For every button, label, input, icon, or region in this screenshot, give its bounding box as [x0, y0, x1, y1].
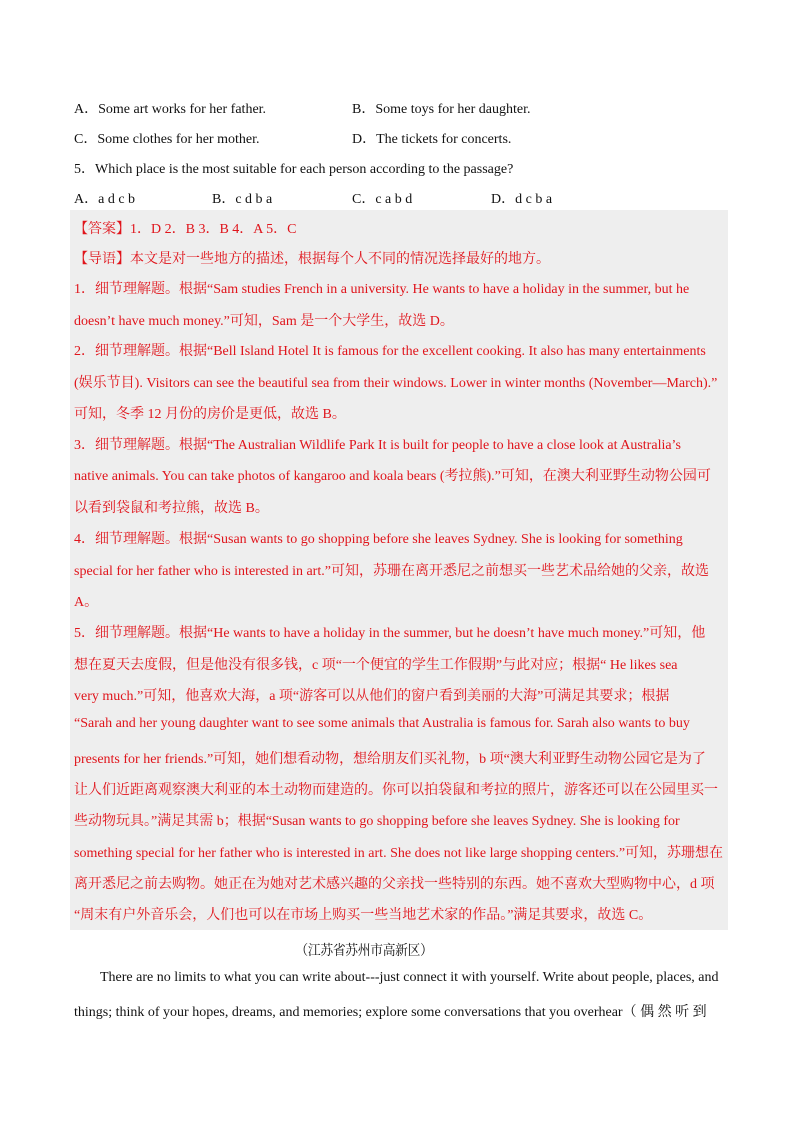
explanation-line: 离开悉尼之前去购物。她正在为她对艺术感兴趣的父亲找一些特别的东西。她不喜欢大型购物中心，d 项	[74, 877, 715, 892]
q5-option-b: B．c d b a	[212, 192, 273, 207]
q5-option-a: A．a d c b	[74, 192, 136, 207]
explanation-line: 4．细节理解题。根据“Susan wants to go shopping before she leaves Sydney. She is looking for something	[74, 532, 683, 547]
explanation-line: 些动物玩具。”满足其需 b；根据“Susan wants to go shopping before she leaves Sydney. She is looking for	[74, 814, 680, 829]
explanation-line: 2．细节理解题。根据“Bell Island Hotel It is famous for the excellent cooking. It also has many entertainments	[74, 344, 706, 359]
explanation-line: (娱乐节目). Visitors can see the beautiful sea from their windows. Lower in winter months (November—March).”	[74, 376, 718, 391]
passage-line: There are no limits to what you can write about---just connect it with yourself. Write about people, places, and	[100, 970, 719, 985]
explanation-line: special for her father who is interested in art.”可知，苏珊在离开悉尼之前想买一些艺术品给她的父亲，故选	[74, 564, 709, 579]
explanation-line: native animals. You can take photos of kangaroo and koala bears (考拉熊).”可知，在澳大利亚野生动物公园可	[74, 469, 711, 484]
q4-option-d: D．The tickets for concerts.	[352, 132, 512, 147]
explanation-line: A。	[74, 595, 99, 610]
explanation-line: 1．细节理解题。根据“Sam studies French in a university. He wants to have a holiday in the summer, but he	[74, 282, 690, 297]
explanation-line: very much.”可知，他喜欢大海，a 项“游客可以从他们的窗户看到美丽的大海”可满足其要求；根据	[74, 689, 670, 704]
q4-option-c: C．Some clothes for her mother.	[74, 132, 260, 147]
source-label: （江苏省苏州市高新区）	[295, 944, 433, 959]
q5-option-d: D．d c b a	[491, 192, 553, 207]
answer-key: 【答案】1．D 2．B 3．B 4．A 5．C	[74, 222, 297, 237]
explanation-line: 可知，冬季 12 月份的房价是更低，故选 B。	[74, 407, 346, 422]
explanation-line: 想在夏天去度假，但是他没有很多钱，c 项“一个便宜的学生工作假期”与此对应；根据“ He likes sea	[74, 658, 678, 673]
q4-option-a: A．Some art works for her father.	[74, 102, 267, 117]
q5-stem: 5．Which place is the most suitable for each person according to the passage?	[74, 162, 514, 177]
explanation-line: doesn’t have much money.”可知，Sam 是一个大学生，故选 D。	[74, 314, 454, 329]
explanation-line: “Sarah and her young daughter want to see some animals that Australia is famous for. Sarah also wants to buy	[74, 716, 690, 731]
explanation-line: something special for her father who is interested in art. She does not like large shopping centers.”可知，苏珊想在	[74, 846, 724, 861]
explanation-line: 3．细节理解题。根据“The Australian Wildlife Park It is built for people to have a close look at Australia’s	[74, 438, 681, 453]
q4-option-b: B．Some toys for her daughter.	[352, 102, 531, 117]
explanation-line: 以看到袋鼠和考拉熊，故选 B。	[74, 501, 269, 516]
explanation-line: “周末有户外音乐会，人们也可以在市场上购买一些当地艺术家的作品。”满足其要求，故选 C。	[74, 908, 653, 923]
explanation-line: 5．细节理解题。根据“He wants to have a holiday in the summer, but he doesn’t have much money.”可知，他	[74, 626, 706, 641]
passage-line: things; think of your hopes, dreams, and memories; explore some conversations that you overhear（ 偶 然 听 到	[74, 1005, 707, 1020]
explanation-line: 让人们近距离观察澳大利亚的本土动物而建造的。你可以拍袋鼠和考拉的照片，游客还可以在公园里买一	[74, 783, 718, 798]
explanation-line: presents for her friends.”可知，她们想看动物，想给朋友们买礼物，b 项“澳大利亚野生动物公园它是为了	[74, 752, 706, 767]
guide-summary: 【导语】本文是对一些地方的描述，根据每个人不同的情况选择最好的地方。	[74, 252, 550, 267]
q5-option-c: C．c a b d	[352, 192, 413, 207]
